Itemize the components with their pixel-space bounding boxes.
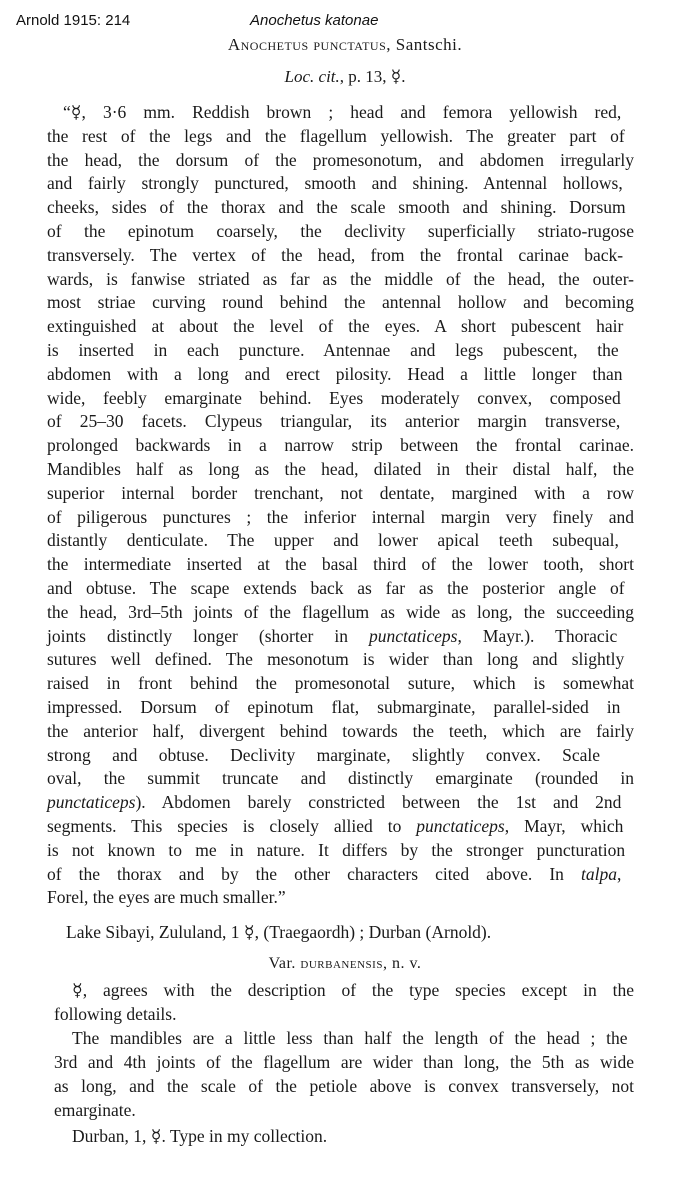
description-line-text: superior internal border trenchant, not dentate, margined with a row <box>47 482 634 503</box>
description-line-text: the head, the dorsum of the promesonotum, and abdomen irregularly <box>47 149 634 170</box>
italic-species-ref: punctaticeps <box>416 816 505 836</box>
description-line-text: the head, 3rd–5th joints of the flagellum as wide as long, the succeeding <box>47 601 634 622</box>
description-line-text: , Mayr, which <box>504 816 624 836</box>
description-line-text: raised in front behind the promesonotal suture, which is somewhat <box>47 673 634 694</box>
variety-line: The mandibles are a little less than half the length of the head ; the <box>72 1028 628 1048</box>
variety-line: 3rd and 4th joints of the flagellum are wider than long, the 5th as wide <box>54 1052 634 1072</box>
description-line-text: transversely. The vertex of the head, from the frontal carinae back- <box>47 244 624 265</box>
variety-prefix: Var. <box>268 955 301 972</box>
loc-cit-rest: , p. 13, ☿. <box>339 67 406 86</box>
description-line-text: prolonged backwards in a narrow strip between the frontal carinae. <box>47 435 634 456</box>
locality-line: Lake Sibayi, Zululand, 1 ☿, (Traegaordh) ; Durban (Arnold). <box>66 922 492 942</box>
description-line-text: distantly denticulate. The upper and lower apical teeth subequal, <box>47 530 619 551</box>
description-line-text: , <box>616 863 622 884</box>
description-line-text: of the thorax and by the other characters cited above. In <box>47 863 581 884</box>
italic-species-ref: talpa <box>580 863 617 884</box>
description-line-text: is not known to me in nature. It differs by the stronger puncturation <box>47 839 626 860</box>
description-line-text: extinguished at about the level of the eyes. A short pubescent hair <box>47 316 624 337</box>
species-author: , Santschi. <box>386 35 463 54</box>
description-line-text: and fairly strongly punctured, smooth and shining. Antennal hollows, <box>47 173 623 194</box>
description-line-text: cheeks, sides of the thorax and the scale smooth and shining. Dorsum <box>47 197 626 218</box>
description-line-text: ). Abdomen barely constricted between the 1st and 2nd <box>135 792 622 813</box>
species-name: Anochetus punctatus <box>227 35 387 54</box>
description-line-text: joints distinctly longer (shorter in <box>47 625 370 646</box>
description-line-text: of the epinotum coarsely, the declivity superficially striato-rugose <box>47 221 634 241</box>
description-line-text: Mandibles half as long as the head, dilated in their distal half, the <box>47 459 634 479</box>
description-line-text: the rest of the legs and the flagellum yellowish. The greater part of <box>47 125 625 146</box>
description-line-text: the intermediate inserted at the basal third of the lower tooth, short <box>47 554 634 575</box>
description-line-text: sutures well defined. The mesonotum is wider than long and slightly <box>47 649 625 670</box>
variety-line: following details. <box>54 1004 177 1024</box>
description-line-text: wards, is fanwise striated as far as the middle of the head, the outer- <box>47 268 634 289</box>
description-line-text: , Mayr.). Thoracic <box>457 625 618 646</box>
description-line-text: is inserted in each puncture. Antennae and legs pubescent, the <box>47 340 619 360</box>
variety-line: ☿, agrees with the description of the type species except in the <box>72 980 634 1000</box>
description-line-text: oval, the summit truncate and distinctly emarginate (rounded in <box>47 768 634 789</box>
description-line-text: the anterior half, divergent behind towards the teeth, which are fairly <box>47 720 634 741</box>
loc-cit-italic: Loc. cit. <box>284 67 340 86</box>
variety-suffix: , n. v. <box>382 955 422 972</box>
description-line-text: Forel, the eyes are much smaller.” <box>47 887 286 908</box>
description-line-text: of piligerous punctures ; the inferior internal margin very finely and <box>47 506 634 527</box>
page-header-species: Anochetus katonae <box>250 12 379 29</box>
description-line-text: strong and obtuse. Declivity marginate, slightly convex. Scale <box>47 744 601 765</box>
description-line-text: wide, feebly emarginate behind. Eyes moderately convex, composed <box>47 387 621 408</box>
description-line-text: of 25–30 facets. Clypeus triangular, its anterior margin transverse, <box>47 411 621 432</box>
italic-species-ref: punctaticeps <box>369 625 458 646</box>
variety-line: as long, and the scale of the petiole above is convex transversely, not <box>54 1076 634 1096</box>
description-line-text: “☿, 3·6 mm. Reddish brown ; head and femora yellowish red, <box>63 102 622 122</box>
description-line-text: most striae curving round behind the antennal hollow and becoming <box>47 292 634 313</box>
italic-species-ref: punctaticeps <box>47 792 136 813</box>
description-line-text: impressed. Dorsum of epinotum flat, submarginate, parallel-sided in <box>47 697 621 717</box>
variety-line: Durban, 1, ☿. Type in my collection. <box>72 1126 328 1146</box>
variety-name: durbanensis <box>300 955 383 972</box>
description-line-text: and obtuse. The scape extends back as far as the posterior angle of <box>47 578 625 598</box>
description-line-text: abdomen with a long and erect pilosity. Head a little longer than <box>47 363 623 384</box>
variety-line: emarginate. <box>54 1100 136 1120</box>
page-header-citation: Arnold 1915: 214 <box>16 12 131 29</box>
description-line-text: segments. This species is closely allied to <box>47 816 417 836</box>
